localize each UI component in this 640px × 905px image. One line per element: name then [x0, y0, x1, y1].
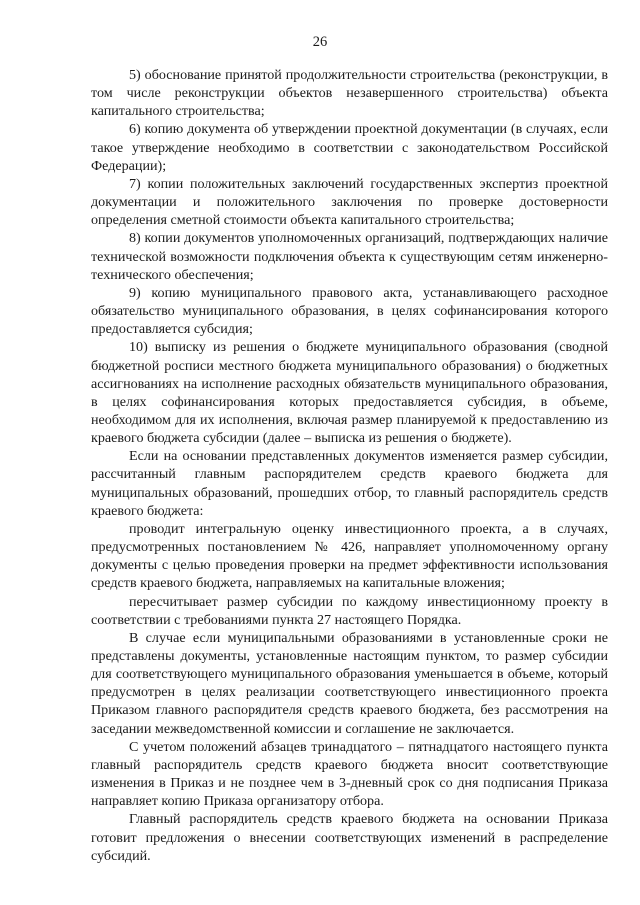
- paragraph-item-9-municipal-act: 9) копию муниципального правового акта, устанавливающего расходное обязательство муниципального образования, в целях софинансирования которого предоставляется субсидия;: [91, 284, 608, 338]
- paragraph-item-8-utility-connection: 8) копии документов уполномоченных организаций, подтверждающих наличие технической возможности подключения объекта к существующим сетям инженерно-технического обеспечения;: [91, 230, 608, 283]
- paragraph-order-amendments: С учетом положений абзацев тринадцатого – пятнадцатого настоящего пункта главный распорядитель средств краевого бюджета вносит соответствующие изменения в Приказ и не позднее чем в 3-дневный срок со дня подписания Приказа направляет копию Приказа организатору отбора.: [91, 738, 608, 810]
- paragraph-distribution-proposals: Главный распорядитель средств краевого бюджета на основании Приказа готовит предложения о внесении соответствующих изменений в распределение субсидий.: [91, 811, 608, 864]
- paragraph-integral-assessment: проводит интегральную оценку инвестиционного проекта, а в случаях, предусмотренных постановлением № 426, направляет уполномоченному органу документы с целью проведения проверки на предмет эффективности использования средств краевого бюджета, направляемых на капитальные вложения;: [91, 520, 608, 592]
- paragraph-subsidy-change: Если на основании представленных документов изменяется размер субсидии, рассчитанный главным распорядителем средств краевого бюджета для муниципальных образований, прошедших отбор, то главный распорядитель средств краевого бюджета:: [91, 448, 608, 519]
- paragraph-missing-documents: В случае если муниципальными образованиями в установленные сроки не представлены документы, установленные настоящим пунктом, то размер субсидии для соответствующего муниципального образования уменьшается в объеме, который предусмотрен в целях реализации соответствующего инвестиционного проекта Приказом главного распорядителя средств краевого бюджета, без рассмотрения на заседании межведомственной комиссии и соглашение не заключается.: [91, 629, 608, 737]
- paragraph-recalculation: пересчитывает размер субсидии по каждому инвестиционному проекту в соответствии с требованиями пункта 27 настоящего Порядка.: [91, 593, 608, 628]
- paragraph-item-10-budget-extract: 10) выписку из решения о бюджете муниципального образования (сводной бюджетной росписи местного бюджета муниципального образования) о бюджетных ассигнованиях на исполнение расходных обязательств муниципального образования, в целях софинансирования которых предоставляется субсидия, в объеме, необходимом для их исполнения, включая размер планируемой к предоставлению из краевого бюджета субсидии (далее – выписка из решения о бюджете).: [91, 339, 608, 447]
- paragraph-item-5-justification: 5) обоснование принятой продолжительности строительства (реконструкции, в том числе реконструкции объектов незавершенного строительства) объекта капитального строительства;: [91, 67, 608, 120]
- document-body: [91, 66, 608, 865]
- paragraph-item-6-design-approval: 6) копию документа об утверждении проектной документации (в случаях, если такое утверждение необходимо в соответствии с законодательством Российской Федерации);: [91, 121, 608, 174]
- page-number: 26: [312, 34, 328, 50]
- paragraph-item-7-expert-conclusions: 7) копии положительных заключений государственных экспертиз проектной документации и положительного заключения по проверке достоверности определения сметной стоимости объекта капитального строительства;: [91, 175, 608, 229]
